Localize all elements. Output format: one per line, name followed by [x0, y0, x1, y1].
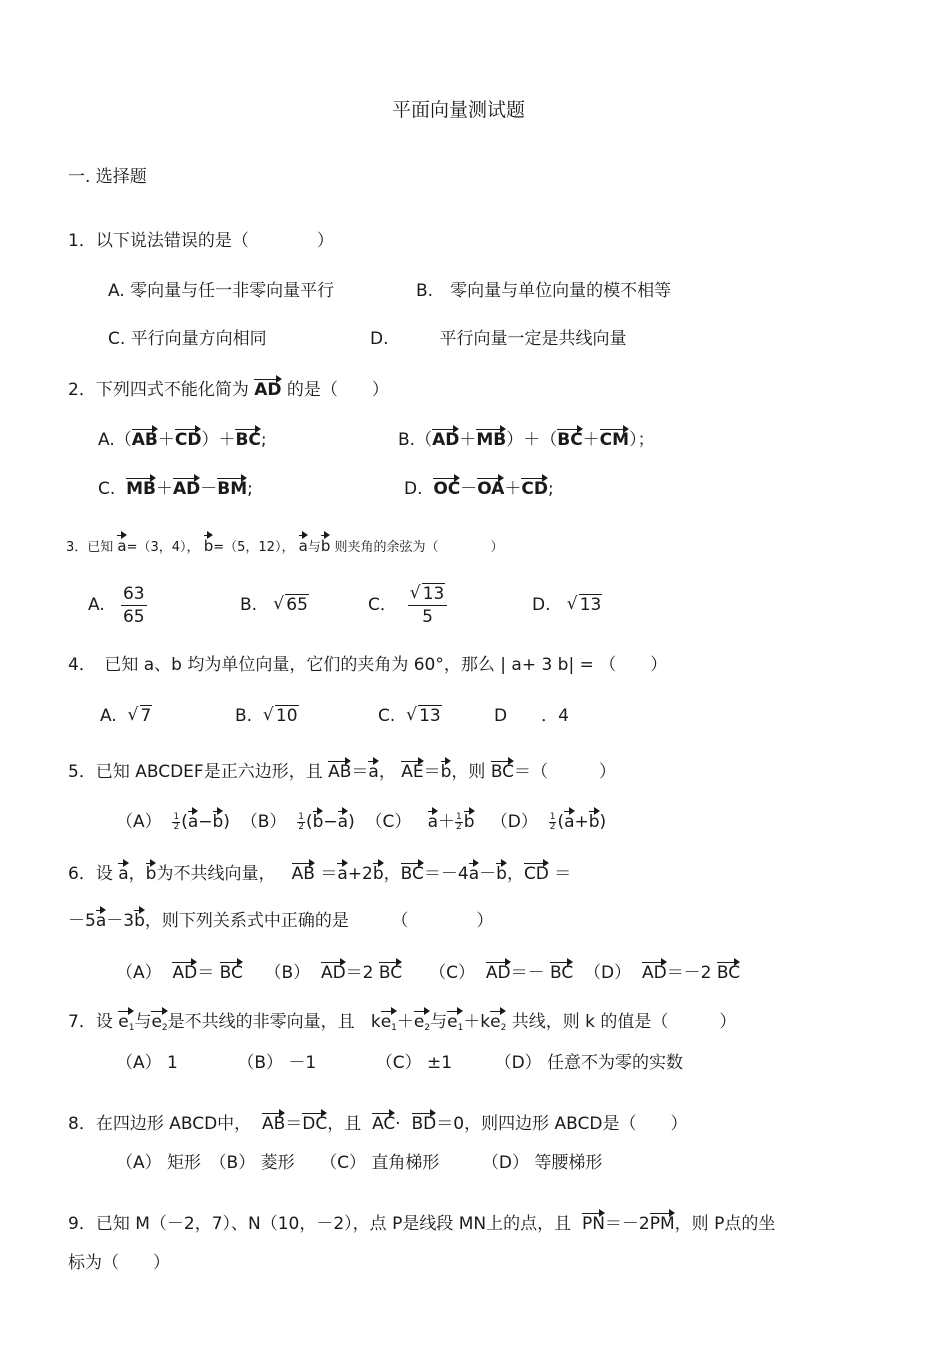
q4-option-c: C. √ 13	[378, 705, 442, 727]
sqrt-icon: √ 10	[263, 705, 299, 727]
q1-option-d: D. 平行向量一定是共线向量	[370, 329, 627, 349]
q2-option-b: B.（AD＋MB）＋（BC＋CM）；	[398, 424, 655, 451]
sqrt-icon: √ 65	[273, 594, 309, 616]
q6-options: （A） AD＝ BC （B） AD＝2 BC （C） AD＝－ BC （D） AD＝－2 BC	[116, 957, 740, 984]
vector-ad: AD	[254, 374, 281, 399]
q4-stem: 4． 已知 a、b 均为单位向量，它们的夹角为 60°，那么 | a+ 3 b| = （ ）	[68, 655, 668, 675]
q1-option-b: B. 零向量与单位向量的模不相等	[416, 281, 672, 301]
q3-stem: 3．已知 a=（3，4）， b=（5，12）， a与b 则夹角的余弦为（ ）	[66, 530, 504, 559]
q4-option-b: B. √ 10	[235, 705, 299, 727]
q3-option-b: B. √ 65	[240, 594, 309, 616]
fraction: $\frac{63}{65}$	[122, 583, 145, 627]
q8-options: （A） 矩形 （B） 菱形 （C） 直角梯形 （D） 等腰梯形	[116, 1153, 603, 1173]
q1-option-c: C. 平行向量方向相同	[108, 329, 267, 349]
q2-option-a: A.（AB＋CD）＋BC;	[98, 424, 267, 451]
q1-option-a: A. 零向量与任一非零向量平行	[108, 281, 335, 301]
fraction: √ $\frac{13}{5}$	[408, 585, 448, 626]
sqrt-icon: √ 13	[567, 594, 603, 616]
q5-stem: 5．已知 ABCDEF是正六边形，且 AB＝a， AE＝b，则 BC＝（ ）	[68, 756, 616, 783]
sqrt-icon: √ 7	[128, 705, 153, 727]
q3-option-c: C． √ $\frac{13}{5}$	[368, 583, 447, 627]
q4-option-d: D ．4	[494, 706, 569, 726]
q2-option-c: C. MB＋AD－BM;	[98, 473, 253, 500]
q5-options: （A） $\frac{1}{2}$ (a−b) （B） $\frac{1}{2}$ (b−a) （C） a＋ $\frac{1}{2}$ b （D） $\frac{1}{2}$ (a+b)	[116, 806, 606, 833]
q4-option-a: A. √ 7	[100, 705, 152, 727]
q9-stem-line2: 标为（ ）	[68, 1253, 170, 1273]
q8-stem: 8．在四边形 ABCD中， AB＝DC，且 AC· BD＝0，则四边形 ABCD是（ ）	[68, 1108, 687, 1135]
page-title: 平面向量测试题	[392, 99, 526, 121]
q3-option-d: D. √ 13	[532, 594, 602, 616]
q7-stem: 7．设 $e_1$与$e_2$是不共线的非零向量，且 $ke_1+e_2$与$e_1+ke_2$ 共线，则 k 的值是（ ）	[68, 1006, 736, 1037]
q2-option-d: D. OC－OA＋CD;	[404, 473, 554, 500]
q1-stem: 1．以下说法错误的是（ ）	[68, 231, 334, 251]
q3-option-a: A. $\frac{63}{65}$	[88, 583, 145, 627]
q2-stem: 2．下列四式不能化简为 AD 的是（ ）	[68, 374, 389, 401]
q6-stem-line2: －5a－3b，则下列关系式中正确的是 （ ）	[68, 905, 493, 932]
sqrt-icon: √ 13	[406, 705, 442, 727]
q9-stem-line1: 9．已知 M（－2，7）、N（10，－2），点 P是线段 MN上的点，且 PN＝－2PM，则 P点的坐	[68, 1208, 775, 1235]
q7-options: （A） 1 （B） －1 （C） ±1 （D） 任意不为零的实数	[116, 1053, 684, 1073]
section-heading: 一. 选择题	[68, 167, 147, 187]
q6-stem-line1: 6．设 a，b为不共线向量， AB ＝a+2b，BC＝－4a－b，CD ＝	[68, 858, 571, 885]
